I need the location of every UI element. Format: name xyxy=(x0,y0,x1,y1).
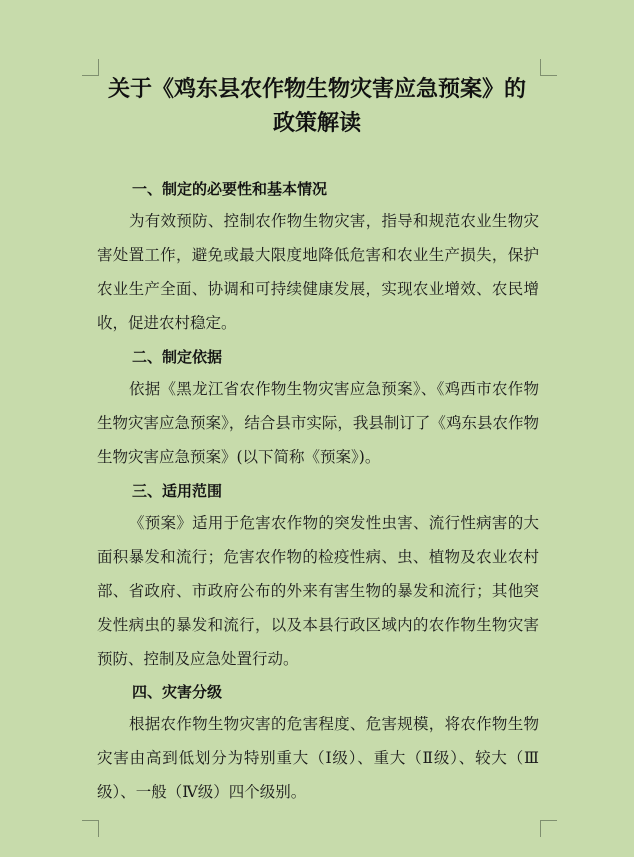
section-paragraph-classification: 根据农作物生物灾害的危害程度、危害规模，将农作物生物灾害由高到低划分为特别重大（Ⅰ级）、重大（Ⅱ级）、较大（Ⅲ级）、一般（Ⅳ级）四个级别。 xyxy=(97,715,539,801)
section-paragraph-basis: 依据《黑龙江省农作物生物灾害应急预案》、《鸡西市农作物生物灾害应急预案》，结合县市实际，我县制订了《鸡东县农作物生物灾害应急预案》(以下简称《预案》)。 xyxy=(97,380,539,466)
section-paragraph-necessity: 为有效预防、控制农作物生物灾害，指导和规范农业生物灾害处置工作，避免或最大限度地降低危害和农业生产损失，保护农业生产全面、协调和可持续健康发展，实现农业增效、农民增收，促进农村稳定。 xyxy=(97,212,539,332)
section-heading-scope: 三、适用范围 xyxy=(132,482,223,500)
section-heading-necessity: 一、制定的必要性和基本情况 xyxy=(132,180,328,198)
document-title-line-1: 关于《鸡东县农作物生物灾害应急预案》的 xyxy=(107,77,526,102)
crop-mark-bottom-left xyxy=(82,820,99,837)
section-heading-classification: 四、灾害分级 xyxy=(132,683,223,701)
document-title-line-2: 政策解读 xyxy=(272,111,361,136)
crop-mark-bottom-right xyxy=(540,820,557,837)
section-heading-basis: 二、制定依据 xyxy=(132,348,223,366)
section-paragraph-scope: 《预案》适用于危害农作物的突发性虫害、流行性病害的大面积暴发和流行；危害农作物的检疫性病、虫、植物及农业农村部、省政府、市政府公布的外来有害生物的暴发和流行；其他突发性病虫的暴发和流行，以及本县行政区域内的农作物生物灾害预防、控制及应急处置行动。 xyxy=(97,514,539,668)
